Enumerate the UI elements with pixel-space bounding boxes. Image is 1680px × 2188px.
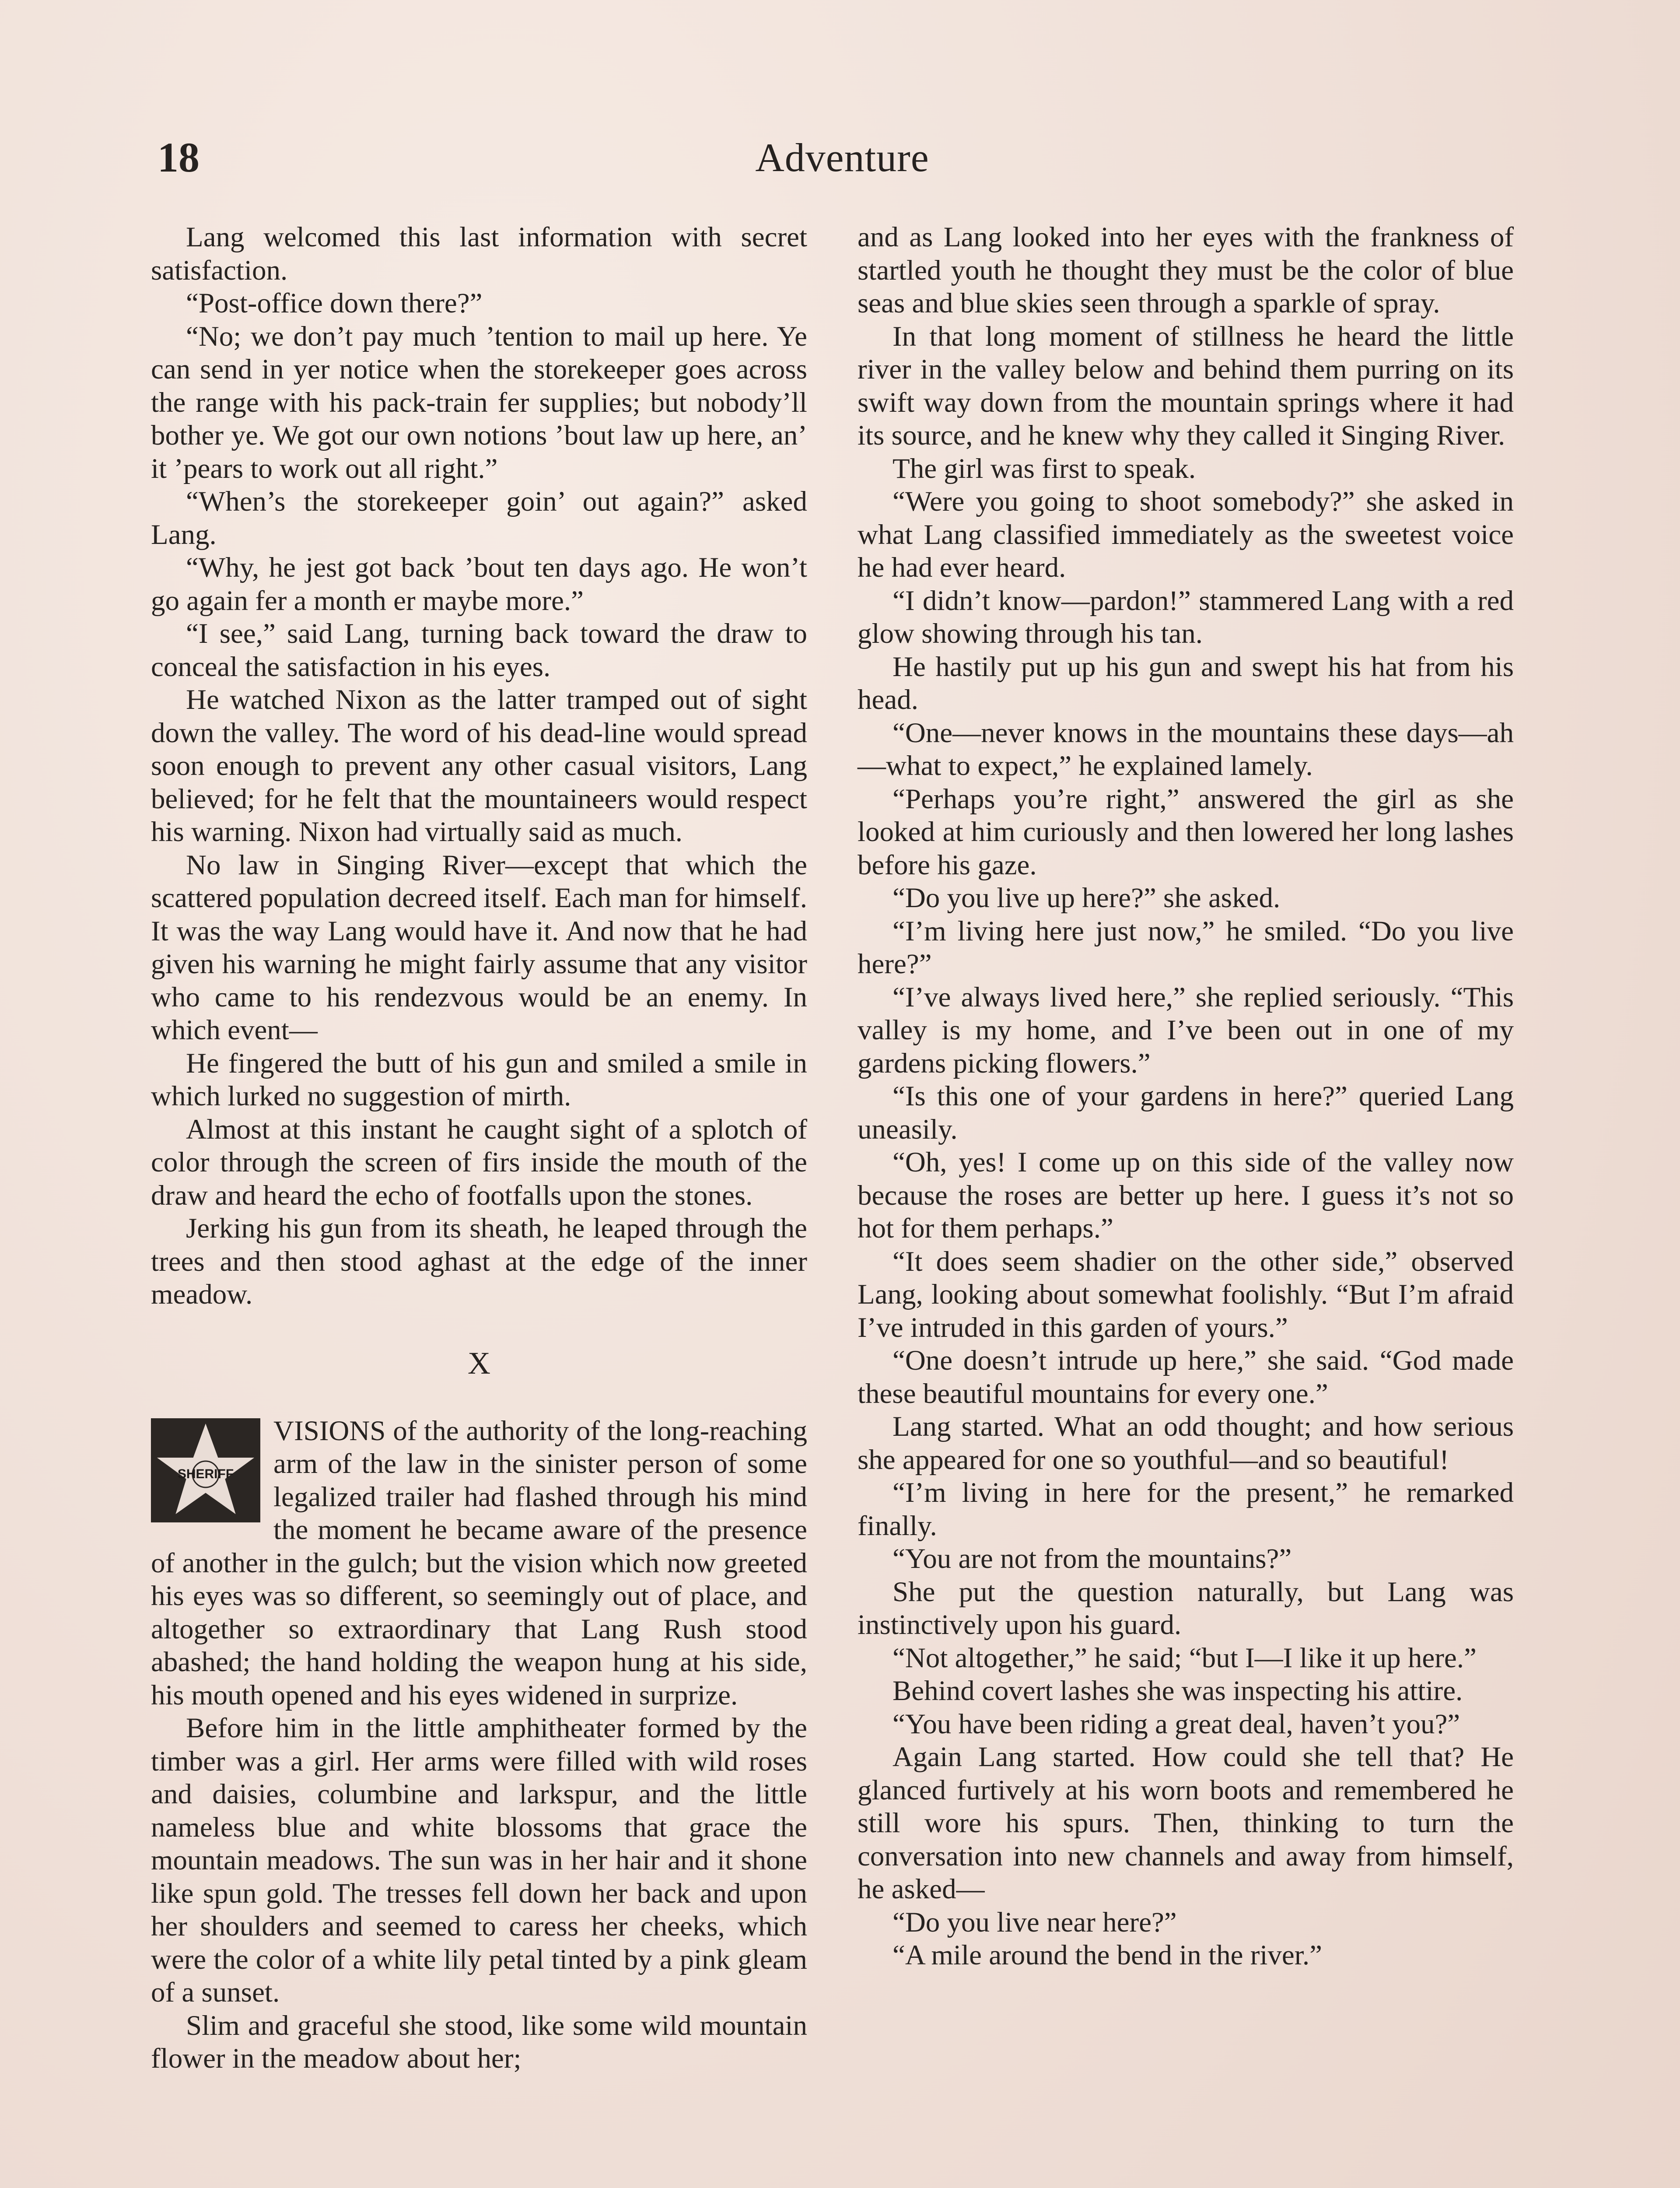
paragraph: Again Lang started. How could she tell that? He glanced furtively at his worn boots and remembered he still wore his spurs. Then, thinking to turn the conversation into new channels and away from himself, he asked— <box>858 1741 1514 1905</box>
paragraph: “It does seem shadier on the other side,” observed Lang, looking about somewhat foolishly. “But I’m afraid I’ve intruded in this garden of yours.” <box>858 1245 1514 1343</box>
paragraph: “You are not from the mountains?” <box>892 1543 1292 1574</box>
paragraph-text: VISIONS of the authority of the long-reaching arm of the law in the sinister person of some legalized trailer had flashed through his mind the moment he became aware of the presence of another in the gulch; but the vision which now greeted his eyes was so different, so seemingly out of place, and altogether so extraordinary that Lang Rush stood abashed; the hand holding the weapon hung at his side, his mouth opened and his eyes widened in surprize. <box>151 1415 807 1711</box>
paragraph <box>151 1415 807 1712</box>
paragraph: “I’m living in here for the present,” he remarked finally. <box>858 1477 1514 1542</box>
right-paragraphs <box>858 320 1514 1972</box>
section-heading: X <box>468 1345 490 1381</box>
paragraph: “Why, he jest got back ’bout ten days ago. He won’t go again fer a month er maybe more.” <box>151 552 807 617</box>
page-header <box>158 127 1527 188</box>
running-title: Adventure <box>755 135 929 180</box>
left-paragraphs-before <box>151 221 807 1311</box>
paragraph: Almost at this instant he caught sight of a splotch of color through the screen of firs inside the mouth of the draw and heard the echo of footfalls upon the stones. <box>151 1113 807 1211</box>
paragraph: “I’m living here just now,” he smiled. “Do you live here?” <box>858 915 1514 980</box>
paragraph: “You have been riding a great deal, haven’t you?” <box>892 1708 1460 1740</box>
page-number: 18 <box>158 134 200 181</box>
paragraph: “One doesn’t intrude up here,” she said. “God made these beautiful mountains for every one.” <box>858 1345 1514 1410</box>
paragraph: Lang started. What an odd thought; and how serious she appeared for one so youthful—and so beautiful! <box>858 1411 1514 1476</box>
paragraph: He hastily put up his gun and swept his hat from his head. <box>858 651 1514 715</box>
paragraph: “Post-office down there?” <box>186 288 483 319</box>
paragraph: Slim and graceful she stood, like some wild mountain flower in the meadow about her; <box>151 2009 807 2074</box>
paragraph: The girl was first to speak. <box>892 452 1196 484</box>
paragraph: No law in Singing River—except that which the scattered population decreed itself. Each man for himself. It was the way Lang would have it. And now that he had given his warning he might fairly assume that any visitor who came to his rendezvous would be an enemy. In which event— <box>151 849 807 1046</box>
right-first-line: and as Lang looked into her eyes with the frankness of startled youth he thought they must be the color of blue seas and blue skies seen through a sparkle of spray. <box>858 221 1514 319</box>
paragraph: “I didn’t know—pardon!” stammered Lang with a red glow showing through his tan. <box>858 585 1514 649</box>
paragraph: “A mile around the bend in the river.” <box>892 1939 1322 1971</box>
paragraph: “Not altogether,” he said; “but I—I like it up here.” <box>892 1642 1477 1674</box>
paragraph: “No; we don’t pay much ’tention to mail up here. Ye can send in yer notice when the storekeeper goes across the range with his pack-train fer supplies; but nobody’ll bother ye. We got our own notions ’bout law up here, an’ it ’pears to work out all right.” <box>151 320 807 484</box>
badge-label: SHERIFF <box>177 1466 234 1481</box>
paragraph: “Is this one of your gardens in here?” queried Lang uneasily. <box>858 1080 1514 1145</box>
paragraph: “I’ve always lived here,” she replied seriously. “This valley is my home, and I’ve been out in one of my gardens picking flowers.” <box>858 981 1514 1079</box>
paragraph: Lang welcomed this last information with secret satisfaction. <box>151 221 807 286</box>
left-paragraphs-after <box>151 1415 807 2076</box>
paragraph: “Do you live near here?” <box>892 1906 1177 1938</box>
paragraph: In that long moment of stillness he heard the little river in the valley below and behind them purring on its swift way down from the mountain springs where it had its source, and he knew why they called it Singing River. <box>858 320 1514 451</box>
right-column <box>858 221 1514 1972</box>
paragraph: “I see,” said Lang, turning back toward the draw to conceal the satisfaction in his eyes. <box>151 618 807 683</box>
paragraph: She put the question naturally, but Lang was instinctively upon his guard. <box>858 1576 1514 1641</box>
sheriff-badge-icon <box>151 1418 260 1522</box>
paragraph: He fingered the butt of his gun and smiled a smile in which lurked no suggestion of mirth. <box>151 1047 807 1112</box>
paragraph: “When’s the storekeeper goin’ out again?” asked Lang. <box>151 486 807 551</box>
paragraph: “Perhaps you’re right,” answered the girl as she looked at him curiously and then lowered her long lashes before his gaze. <box>858 783 1514 881</box>
paragraph: “Were you going to shoot somebody?” she asked in what Lang classified immediately as the sweetest voice he had ever heard. <box>858 486 1514 583</box>
left-column <box>151 221 807 2076</box>
paragraph: Before him in the little amphitheater formed by the timber was a girl. Her arms were filled with wild roses and daisies, columbine and larkspur, and the little nameless blue and white blossoms that grace the mountain meadows. The sun was in her hair and it shone like spun gold. The tresses fell down her back and upon her shoulders and seemed to caress her cheeks, which were the color of a white lily petal tinted by a pink gleam of a sunset. <box>151 1712 807 2008</box>
paragraph: “Oh, yes! I come up on this side of the valley now because the roses are better up here. I guess it’s not so hot for them perhaps.” <box>858 1147 1514 1244</box>
paragraph: “Do you live up here?” she asked. <box>892 882 1281 914</box>
paragraph: “One—never knows in the mountains these days—ah—what to expect,” he explained lamely. <box>858 717 1514 782</box>
paragraph: He watched Nixon as the latter tramped out of sight down the valley. The word of his dead-line would spread soon enough to prevent any other casual visitors, Lang believed; for he felt that the mountaineers would respect his warning. Nixon had virtually said as much. <box>151 684 807 848</box>
paragraph: Behind covert lashes she was inspecting his attire. <box>892 1675 1463 1707</box>
paragraph: Jerking his gun from its sheath, he leaped through the trees and then stood aghast at the edge of the inner meadow. <box>151 1213 807 1310</box>
